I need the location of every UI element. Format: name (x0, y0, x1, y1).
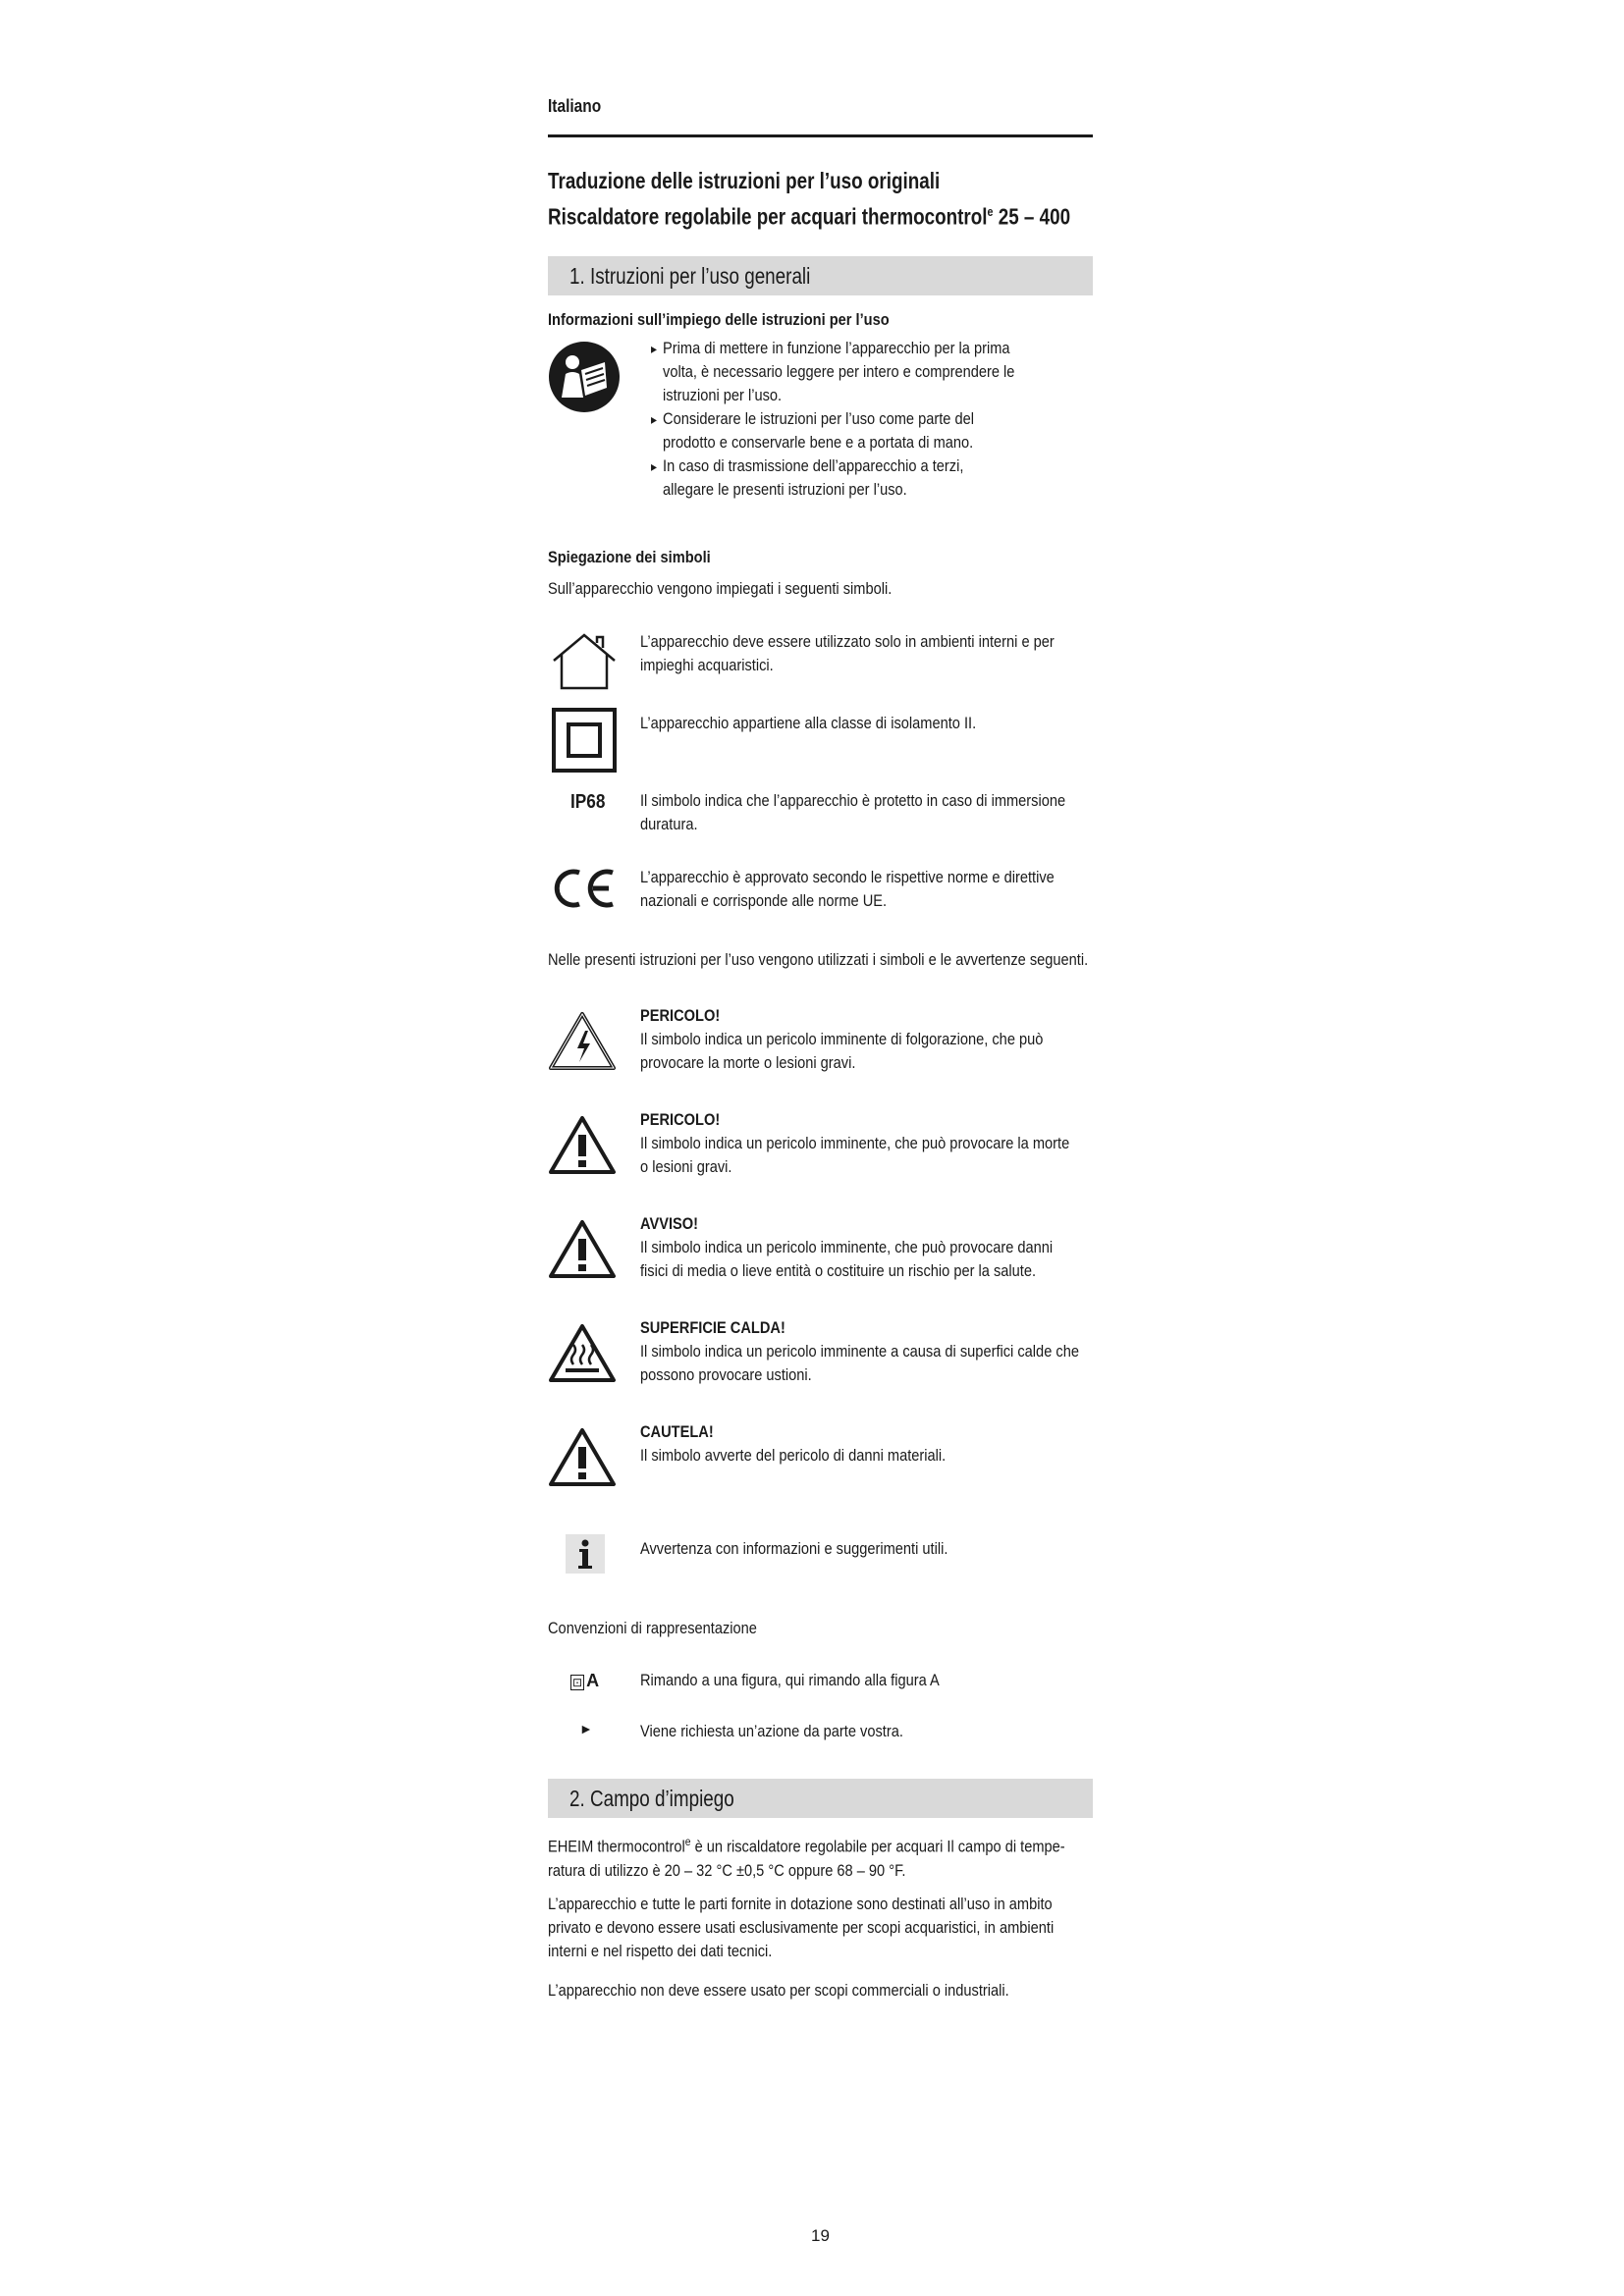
section-2-para-2: L’apparecchio e tutte le parti fornite in dotazione sono destinati all’uso in ambito privato e devono essere usati esclusivamente per scopi acquaristici, in ambienti interni e nel rispetto dei dati tecnici. (548, 1895, 1055, 1960)
warning-item (640, 1004, 1079, 1075)
section-1-heading: 1. Istruzioni per l’uso generali (548, 256, 1093, 295)
page-number: 19 (811, 2226, 830, 2245)
info-heading: Informazioni sull’impiego delle istruzioni per l’uso (548, 310, 890, 329)
info-bullet: ▸ In caso di trasmissione dell’apparecchio a terzi, allegare le presenti istruzioni per l’uso. (651, 454, 1017, 502)
info-icon (566, 1534, 605, 1574)
read-manual-icon (548, 341, 621, 413)
figure-ref-text: Rimando a una figura, qui rimando alla figura A (640, 1671, 940, 1689)
warning-item (640, 1108, 1079, 1179)
symbols-heading: Spiegazione dei simboli (548, 548, 711, 566)
section-2-heading: 2. Campo d’impiego (548, 1779, 1093, 1818)
info-bullet: ▸ Prima di mettere in funzione l’apparecchio per la prima volta, è necessario leggere per intero e comprendere le istruzioni per l’uso. (651, 337, 1017, 407)
section-2-para-3: L’apparecchio non deve essere usato per scopi commerciali o industriali. (548, 1981, 1009, 2000)
warnings-intro: Nelle presenti istruzioni per l’uso vengono utilizzati i simboli e le avvertenze seguenti. (548, 950, 1089, 969)
ce-mark-icon (550, 867, 619, 910)
warning-item (640, 1212, 1079, 1283)
warning-text: Il simbolo indica un pericolo imminente a causa di superfici calde che possono provocare ustioni. (640, 1342, 1079, 1384)
warning-text: Il simbolo avverte del pericolo di danni materiali. (640, 1446, 947, 1465)
warning-exclamation-icon (548, 1115, 617, 1176)
warning-exclamation-icon (548, 1219, 617, 1280)
info-bullet: ▸ Considerare le istruzioni per l’uso come parte del prodotto e conservarle bene e a portata di mano. (651, 407, 1017, 454)
ce-symbol-text: L’apparecchio è approvato secondo le rispettive norme e direttive nazionali e corrisponde alle norme UE. (640, 868, 1055, 910)
warning-item (640, 1420, 1079, 1468)
conventions-heading: Convenzioni di rappresentazione (548, 1619, 757, 1637)
title-line-1: Traduzione delle istruzioni per l’uso originali (548, 168, 941, 193)
electric-hazard-icon (548, 1011, 617, 1072)
action-text: Viene richiesta un’azione da parte vostra. (640, 1722, 903, 1740)
info-bullets (651, 337, 1090, 502)
header-rule (548, 134, 1093, 137)
section-2-para-1: EHEIM thermocontrol$^e$ è un riscaldatore regolabile per acquari Il campo di tempe-ratura di utilizzo è 20 – 32 °C ±0,5 °C oppure 68 – 90 °F. (548, 1835, 1065, 1880)
warning-text: Il simbolo indica un pericolo imminente di folgorazione, che può provocare la morte o lesioni gravi. (640, 1030, 1044, 1072)
figure-ref-icon: ⊡ A (572, 1671, 600, 1690)
action-arrow-icon: ► (579, 1721, 593, 1736)
hot-surface-icon (548, 1323, 617, 1384)
title-line-2: Riscaldatore regolabile per acquari thermocontrol$^e$ 25 – 400 (548, 203, 1071, 230)
double-insulation-icon (552, 708, 617, 773)
house-icon (550, 631, 619, 692)
ip68-label: IP68 (570, 791, 606, 813)
symbols-intro: Sull’apparecchio vengono impiegati i seguenti simboli. (548, 579, 893, 598)
warning-exclamation-icon (548, 1427, 617, 1488)
warning-title: PERICOLO! (640, 1006, 721, 1025)
language-label: Italiano (548, 96, 602, 116)
warning-title: PERICOLO! (640, 1110, 721, 1129)
insulation-symbol-text: L’apparecchio appartiene alla classe di isolamento II. (640, 714, 977, 732)
warning-item (640, 1316, 1079, 1387)
info-note-text: Avvertenza con informazioni e suggerimenti utili. (640, 1539, 948, 1558)
document-title (548, 165, 1096, 233)
warning-title: AVVISO! (640, 1214, 699, 1233)
warning-title: SUPERFICIE CALDA! (640, 1318, 785, 1337)
warning-text: Il simbolo indica un pericolo imminente, che può provocare la morte o lesioni gravi. (640, 1134, 1070, 1176)
ip68-symbol-text: Il simbolo indica che l’apparecchio è protetto in caso di immersione duratura. (640, 791, 1066, 833)
warning-title: CAUTELA! (640, 1422, 714, 1441)
warning-text: Il simbolo indica un pericolo imminente, che può provocare danni fisici di media o lieve entità o costituire un rischio per la salute. (640, 1238, 1054, 1280)
house-symbol-text: L’apparecchio deve essere utilizzato solo in ambienti interni e per impieghi acquaristici. (640, 632, 1055, 674)
